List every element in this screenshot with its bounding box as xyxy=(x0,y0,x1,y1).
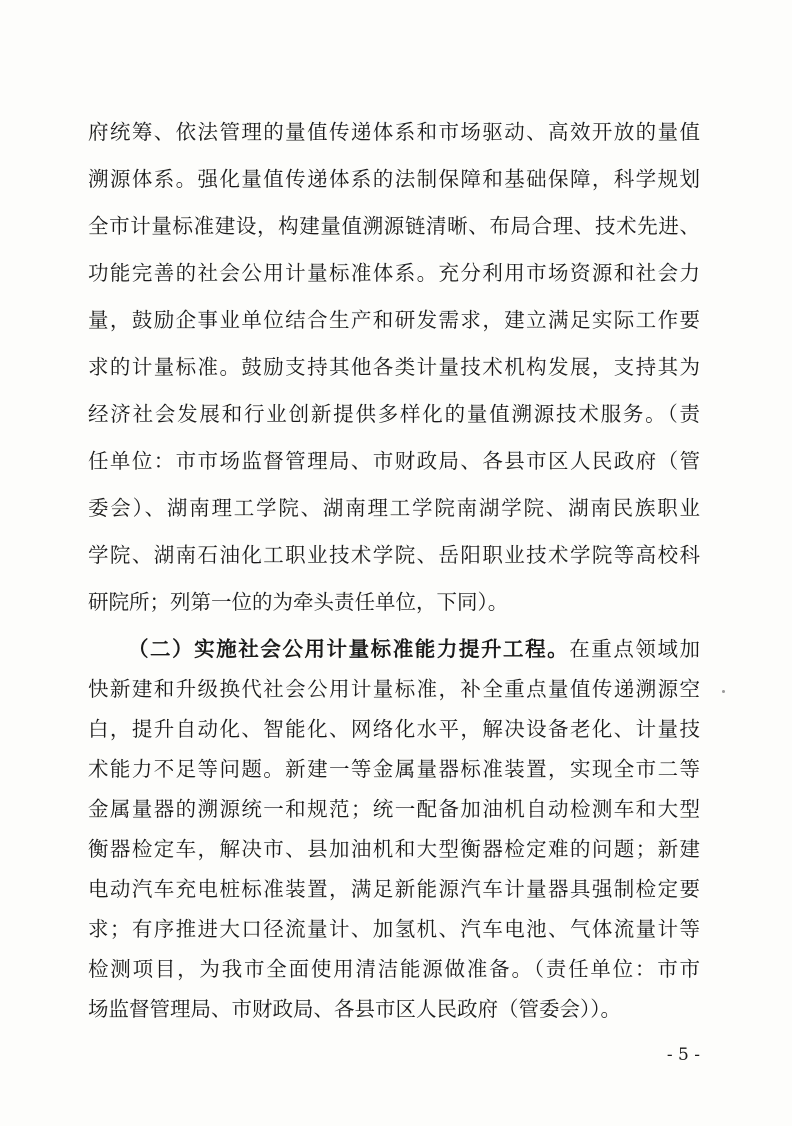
paragraph-2-line-10: 场监督管理局、市财政局、各县市区人民政府（管委会））。 xyxy=(88,997,621,1021)
paragraph-1-line-5: 量，鼓励企事业单位结合生产和研发需求，建立满足实际工作要 xyxy=(88,308,700,332)
paragraph-1-line-8: 任单位：市市场监督管理局、市财政局、各县市区人民政府（管 xyxy=(88,449,700,473)
scan-speck xyxy=(722,690,725,693)
paragraph-1-line-11: 研院所；列第一位的为牵头责任单位，下同）。 xyxy=(88,590,509,614)
paragraph-1-line-4: 功能完善的社会公用计量标准体系。充分利用市场资源和社会力 xyxy=(88,261,700,285)
paragraph-1-line-1: 府统筹、依法管理的量值传递体系和市场驱动、高效开放的量值 xyxy=(88,120,700,144)
paragraph-1-line-9: 委会）、湖南理工学院、湖南理工学院南湖学院、湖南民族职业 xyxy=(88,496,700,520)
paragraph-2-line-4: 术能力不足等问题。新建一等金属量器标准装置，实现全市二等 xyxy=(88,757,700,781)
page-number: - 5 - xyxy=(666,1045,700,1065)
paragraph-1-line-6: 求的计量标准。鼓励支持其他各类计量技术机构发展，支持其为 xyxy=(88,355,700,379)
paragraph-2-line-9: 检测项目，为我市全面使用清洁能源做准备。（责任单位：市市 xyxy=(88,957,700,981)
paragraph-1-line-2: 溯源体系。强化量值传递体系的法制保障和基础保障，科学规划 xyxy=(88,167,700,191)
paragraph-2-line-1-rest: 在重点领域加 xyxy=(569,637,700,661)
paragraph-1-line-7: 经济社会发展和行业创新提供多样化的量值溯源技术服务。（责 xyxy=(88,402,700,426)
paragraph-1-line-3: 全市计量标准建设，构建量值溯源链清晰、布局合理、技术先进、 xyxy=(88,214,700,238)
paragraph-2-line-6: 衡器检定车，解决市、县加油机和大型衡器检定难的问题；新建 xyxy=(88,837,700,861)
paragraph-2-line-8: 求；有序推进大口径流量计、加氢机、汽车电池、气体流量计等 xyxy=(88,917,700,941)
paragraph-2-line-5: 金属量器的溯源统一和规范；统一配备加油机自动检测车和大型 xyxy=(88,797,700,821)
paragraph-2-line-3: 白，提升自动化、智能化、网络化水平，解决设备老化、计量技 xyxy=(88,717,700,741)
paragraph-1-line-10: 学院、湖南石油化工职业技术学院、岳阳职业技术学院等高校科 xyxy=(88,543,700,567)
paragraph-2-line-7: 电动汽车充电桩标准装置，满足新能源汽车计量器具强制检定要 xyxy=(88,877,700,901)
section-heading: （二）实施社会公用计量标准能力提升工程。 xyxy=(128,637,570,661)
paragraph-2-line-2: 快新建和升级换代社会公用计量标准，补全重点量值传递溯源空 xyxy=(88,677,700,701)
paragraph-2-line-1 xyxy=(128,629,700,669)
